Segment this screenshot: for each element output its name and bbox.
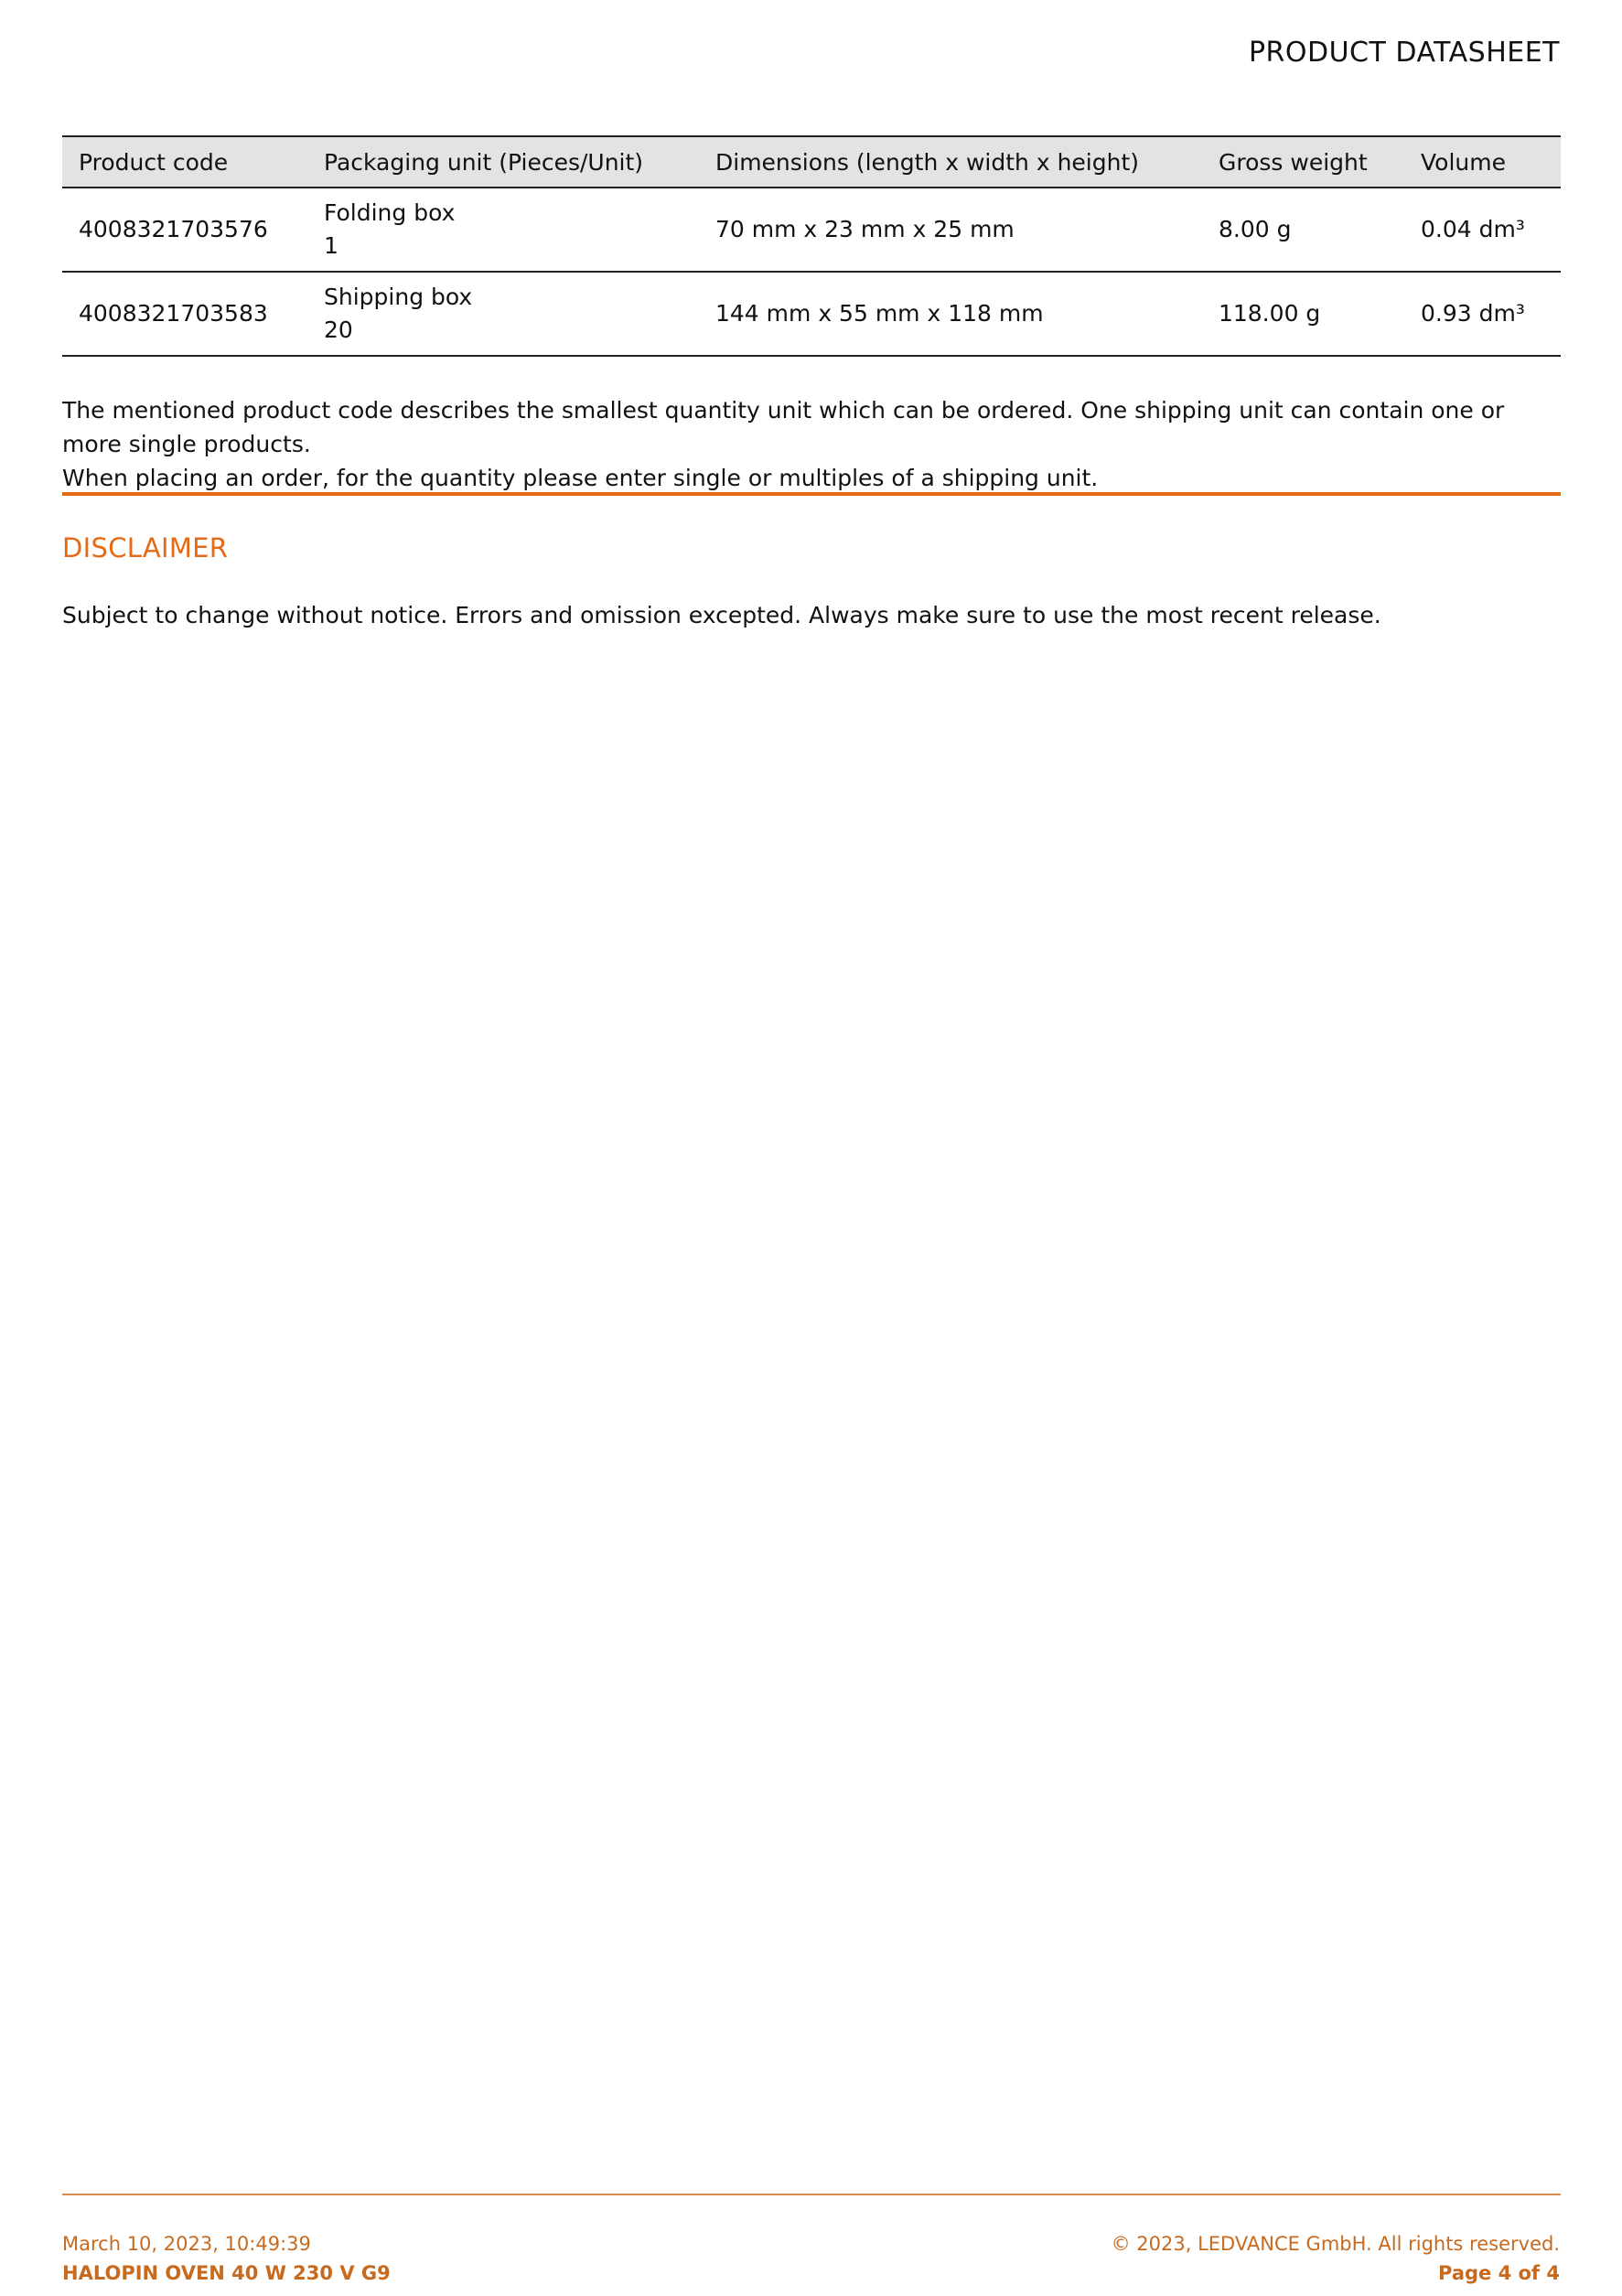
- footer-datetime: March 10, 2023, 10:49:39: [62, 2233, 311, 2255]
- cell-volume: 0.93 dm³: [1404, 272, 1561, 356]
- footer-product-name: HALOPIN OVEN 40 W 230 V G9: [62, 2262, 391, 2284]
- table-row: [62, 272, 1561, 356]
- cell-volume: 0.04 dm³: [1404, 188, 1561, 272]
- cell-dimensions: 144 mm x 55 mm x 118 mm: [699, 272, 1202, 356]
- footer-left: [62, 2229, 391, 2288]
- column-header-packaging-unit: Packaging unit (Pieces/Unit): [307, 136, 699, 188]
- column-header-dimensions: Dimensions (length x width x height): [699, 136, 1202, 188]
- packaging-quantity: 1: [324, 232, 338, 259]
- cell-product-code: 4008321703583: [62, 272, 307, 356]
- cell-packaging-unit: [307, 272, 699, 356]
- disclaimer-text: Subject to change without notice. Errors and omission excepted. Always make sure to use the most recent release.: [62, 602, 1381, 628]
- column-header-product-code: Product code: [62, 136, 307, 188]
- ordering-note: [62, 393, 1563, 495]
- disclaimer-heading: DISCLAIMER: [62, 532, 229, 563]
- packaging-quantity: 20: [324, 317, 353, 343]
- footer-right: [1112, 2229, 1560, 2288]
- section-divider: [62, 492, 1561, 496]
- cell-gross-weight: 8.00 g: [1202, 188, 1404, 272]
- cell-dimensions: 70 mm x 23 mm x 25 mm: [699, 188, 1202, 272]
- cell-packaging-unit: [307, 188, 699, 272]
- page-header-title: PRODUCT DATASHEET: [1248, 37, 1560, 69]
- column-header-volume: Volume: [1404, 136, 1561, 188]
- table-header: [62, 136, 1561, 188]
- packaging-type: Shipping box: [324, 284, 473, 310]
- ordering-note-line-2: When placing an order, for the quantity please enter single or multiples of a shipping unit.: [62, 465, 1099, 491]
- table-header-row: [62, 136, 1561, 188]
- packaging-table: [62, 135, 1561, 357]
- table-row: [62, 188, 1561, 272]
- column-header-gross-weight: Gross weight: [1202, 136, 1404, 188]
- cell-gross-weight: 118.00 g: [1202, 272, 1404, 356]
- table-body: [62, 188, 1561, 356]
- cell-product-code: 4008321703576: [62, 188, 307, 272]
- footer-page-number: Page 4 of 4: [1438, 2262, 1560, 2284]
- ordering-note-line-1: The mentioned product code describes the smallest quantity unit which can be ordered. One shipping unit can contain one or more single products.: [62, 397, 1505, 457]
- footer-copyright: © 2023, LEDVANCE GmbH. All rights reserved.: [1111, 2233, 1560, 2255]
- packaging-type: Folding box: [324, 199, 456, 226]
- footer-divider: [62, 2194, 1561, 2195]
